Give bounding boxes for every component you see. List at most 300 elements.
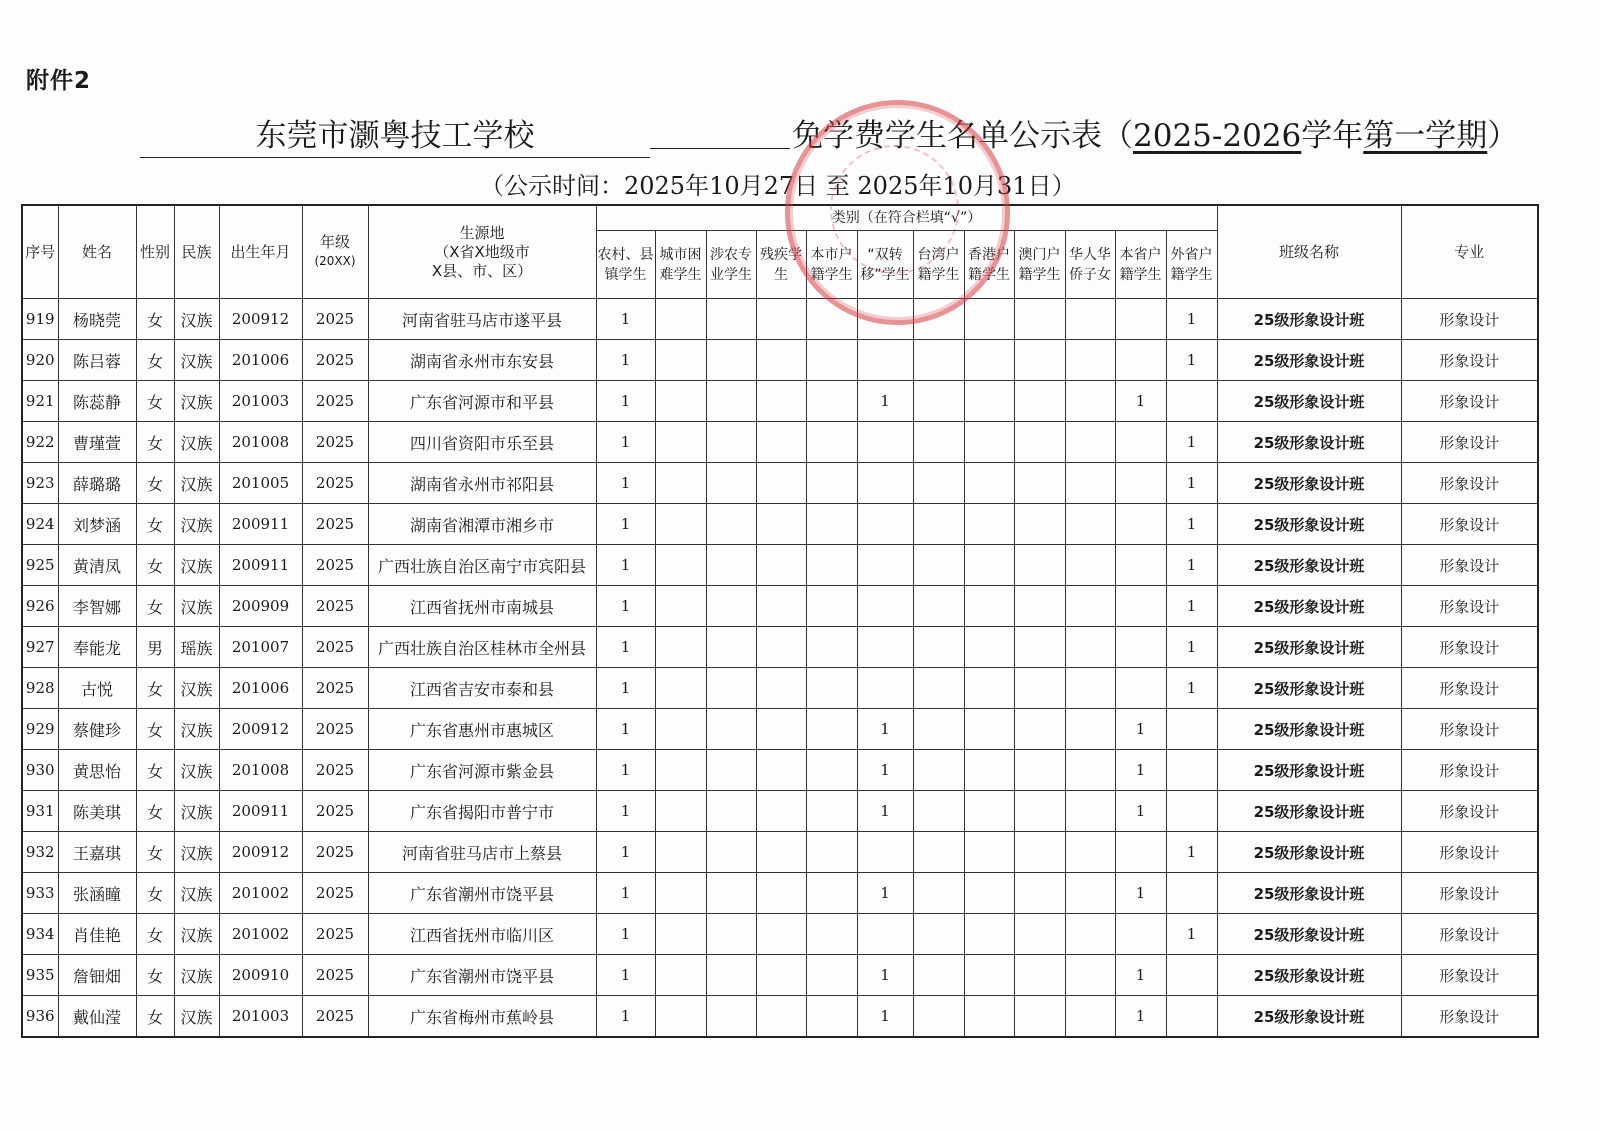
school-name: 东莞市灏粤技工学校 [140,110,650,158]
category-cell [1115,914,1166,955]
table-row [22,463,1538,504]
seq-cell: 934 [22,914,58,955]
name-cell: 张涵瞳 [58,873,136,914]
category-cell: 1 [857,955,913,996]
birth-cell: 201006 [219,340,302,381]
class-name-cell: 25级形象设计班 [1217,832,1401,873]
category-cell [1065,873,1115,914]
name-cell: 刘梦涵 [58,504,136,545]
ethnicity-cell: 汉族 [174,340,219,381]
category-cell: 1 [596,545,655,586]
academic-term: 第一学期 [1363,118,1488,154]
category-cell [806,914,857,955]
category-cell: 1 [1166,299,1217,340]
ethnicity-cell: 汉族 [174,832,219,873]
seq-cell: 924 [22,504,58,545]
header-ethnicity: 民族 [174,205,219,299]
gender-cell: 女 [136,422,174,463]
birth-cell: 200909 [219,586,302,627]
seq-cell: 935 [22,955,58,996]
category-cell: 1 [596,463,655,504]
table-row [22,955,1538,996]
category-cell [655,504,706,545]
origin-cell: 广东省河源市紫金县 [368,750,596,791]
category-cell: 1 [1115,709,1166,750]
birth-cell: 200911 [219,545,302,586]
gender-cell: 女 [136,709,174,750]
category-cell [806,668,857,709]
table-row [22,545,1538,586]
category-cell [706,709,756,750]
header-category: 澳门户籍学生 [1014,231,1065,299]
name-cell: 古悦 [58,668,136,709]
category-cell: 1 [596,627,655,668]
category-cell [706,832,756,873]
major-cell: 形象设计 [1401,750,1538,791]
title-rest [792,110,1518,155]
ethnicity-cell: 汉族 [174,504,219,545]
category-cell [756,750,806,791]
category-cell [964,299,1014,340]
class-name-cell: 25级形象设计班 [1217,996,1401,1038]
category-cell [756,299,806,340]
category-cell [706,627,756,668]
category-cell [756,627,806,668]
gender-cell: 女 [136,381,174,422]
category-cell: 1 [1115,791,1166,832]
category-cell [1166,996,1217,1038]
category-cell [964,996,1014,1038]
category-cell [913,463,964,504]
category-cell [913,340,964,381]
gender-cell: 女 [136,545,174,586]
category-cell [857,299,913,340]
origin-cell: 广东省揭阳市普宁市 [368,791,596,832]
gender-cell: 女 [136,340,174,381]
major-cell: 形象设计 [1401,299,1538,340]
publicity-period: （公示时间：2025年10月27日 至 2025年10月31日） [480,172,1076,200]
origin-cell: 河南省驻马店市上蔡县 [368,832,596,873]
grade-cell: 2025 [302,668,368,709]
category-cell [706,381,756,422]
gender-cell: 女 [136,791,174,832]
category-cell [756,422,806,463]
header-birth: 出生年月 [219,205,302,299]
document-title [140,110,1519,158]
category-cell [857,668,913,709]
category-cell [913,791,964,832]
category-cell [913,996,964,1038]
category-cell [1014,668,1065,709]
category-cell [655,750,706,791]
header-category: 外省户籍学生 [1166,231,1217,299]
class-name-cell: 25级形象设计班 [1217,340,1401,381]
category-cell [1065,996,1115,1038]
header-seq: 序号 [22,205,58,299]
category-cell [706,545,756,586]
category-cell [1065,463,1115,504]
category-cell [964,545,1014,586]
header-origin-line3: X县、市、区） [431,261,533,280]
header-grade-label: 年级 [319,233,350,251]
category-cell [706,463,756,504]
title-blank-underline [650,110,790,149]
category-cell [1065,299,1115,340]
birth-cell: 201003 [219,381,302,422]
category-cell [1065,791,1115,832]
header-category: 台湾户籍学生 [913,231,964,299]
category-cell [1115,627,1166,668]
category-cell [806,586,857,627]
ethnicity-cell: 汉族 [174,668,219,709]
category-cell [706,586,756,627]
table-row [22,914,1538,955]
category-cell [1166,381,1217,422]
category-cell [913,955,964,996]
ethnicity-cell: 汉族 [174,996,219,1038]
category-cell: 1 [1115,381,1166,422]
class-name-cell: 25级形象设计班 [1217,586,1401,627]
category-cell [964,627,1014,668]
category-cell [806,463,857,504]
category-cell: 1 [1166,545,1217,586]
name-cell: 薛璐璐 [58,463,136,504]
seq-cell: 933 [22,873,58,914]
category-cell [706,668,756,709]
ethnicity-cell: 汉族 [174,750,219,791]
category-cell [756,832,806,873]
category-cell [706,914,756,955]
category-cell [756,504,806,545]
category-cell [806,709,857,750]
ethnicity-cell: 汉族 [174,545,219,586]
major-cell: 形象设计 [1401,586,1538,627]
category-cell [1014,791,1065,832]
origin-cell: 广西壮族自治区桂林市全州县 [368,627,596,668]
category-cell [1115,586,1166,627]
grade-cell: 2025 [302,955,368,996]
name-cell: 李智娜 [58,586,136,627]
category-cell [806,545,857,586]
grade-cell: 2025 [302,750,368,791]
grade-cell: 2025 [302,996,368,1038]
major-cell: 形象设计 [1401,463,1538,504]
class-name-cell: 25级形象设计班 [1217,381,1401,422]
header-class-name: 班级名称 [1217,205,1401,299]
category-cell: 1 [1166,914,1217,955]
category-cell [655,832,706,873]
seq-cell: 928 [22,668,58,709]
category-cell: 1 [1166,832,1217,873]
category-cell: 1 [1166,340,1217,381]
category-cell [1065,832,1115,873]
header-gender: 性别 [136,205,174,299]
major-cell: 形象设计 [1401,668,1538,709]
table-row [22,750,1538,791]
grade-cell: 2025 [302,791,368,832]
category-cell [857,627,913,668]
seq-cell: 921 [22,381,58,422]
category-cell [655,709,706,750]
category-cell [1065,422,1115,463]
class-name-cell: 25级形象设计班 [1217,709,1401,750]
category-cell [964,873,1014,914]
birth-cell: 200911 [219,791,302,832]
major-cell: 形象设计 [1401,791,1538,832]
category-cell [964,955,1014,996]
grade-cell: 2025 [302,340,368,381]
gender-cell: 女 [136,504,174,545]
category-cell [756,709,806,750]
header-category: 残疾学生 [756,231,806,299]
category-cell: 1 [596,381,655,422]
origin-cell: 湖南省永州市祁阳县 [368,463,596,504]
seq-cell: 936 [22,996,58,1038]
category-cell [756,463,806,504]
category-cell: 1 [596,791,655,832]
category-cell [857,586,913,627]
category-cell: 1 [1166,463,1217,504]
category-cell [1014,873,1065,914]
category-cell [1115,832,1166,873]
table-row [22,504,1538,545]
ethnicity-cell: 汉族 [174,709,219,750]
category-cell [806,996,857,1038]
class-name-cell: 25级形象设计班 [1217,422,1401,463]
seq-cell: 931 [22,791,58,832]
birth-cell: 200912 [219,832,302,873]
category-cell [706,422,756,463]
major-cell: 形象设计 [1401,545,1538,586]
category-cell: 1 [857,709,913,750]
grade-cell: 2025 [302,422,368,463]
category-cell [1166,709,1217,750]
category-cell [655,955,706,996]
grade-cell: 2025 [302,545,368,586]
origin-cell: 江西省抚州市南城县 [368,586,596,627]
category-cell: 1 [857,996,913,1038]
category-cell [756,586,806,627]
seq-cell: 919 [22,299,58,340]
category-cell [1014,463,1065,504]
category-cell [913,832,964,873]
category-cell [1014,381,1065,422]
category-cell: 1 [857,750,913,791]
ethnicity-cell: 瑶族 [174,627,219,668]
category-cell [1014,832,1065,873]
category-cell: 1 [596,832,655,873]
header-name: 姓名 [58,205,136,299]
name-cell: 蔡健珍 [58,709,136,750]
category-cell [1014,586,1065,627]
category-cell [913,627,964,668]
category-cell [913,504,964,545]
category-cell: 1 [857,381,913,422]
category-cell: 1 [857,791,913,832]
category-cell: 1 [596,750,655,791]
major-cell: 形象设计 [1401,709,1538,750]
category-cell [1014,545,1065,586]
origin-cell: 广东省河源市和平县 [368,381,596,422]
grade-cell: 2025 [302,463,368,504]
category-cell [655,914,706,955]
category-cell [913,545,964,586]
gender-cell: 女 [136,996,174,1038]
category-cell [913,381,964,422]
category-cell [655,873,706,914]
origin-cell: 广东省梅州市蕉岭县 [368,996,596,1038]
category-cell [806,381,857,422]
gender-cell: 男 [136,627,174,668]
origin-cell: 湖南省永州市东安县 [368,340,596,381]
category-cell: 1 [1115,955,1166,996]
category-cell [1166,791,1217,832]
major-cell: 形象设计 [1401,422,1538,463]
category-cell [706,504,756,545]
category-cell [756,996,806,1038]
birth-cell: 200910 [219,955,302,996]
category-cell [1065,340,1115,381]
seq-cell: 920 [22,340,58,381]
category-cell [655,545,706,586]
birth-cell: 201002 [219,914,302,955]
name-cell: 曹瑾萱 [58,422,136,463]
category-cell [655,463,706,504]
birth-cell: 201003 [219,996,302,1038]
category-cell: 1 [596,504,655,545]
seq-cell: 922 [22,422,58,463]
category-cell: 1 [596,340,655,381]
name-cell: 奉能龙 [58,627,136,668]
category-cell [655,627,706,668]
seq-cell: 932 [22,832,58,873]
category-cell: 1 [596,586,655,627]
category-cell: 1 [596,422,655,463]
category-cell [655,422,706,463]
category-cell [1065,750,1115,791]
ethnicity-cell: 汉族 [174,873,219,914]
category-cell [1065,668,1115,709]
class-name-cell: 25级形象设计班 [1217,791,1401,832]
category-cell [913,709,964,750]
name-cell: 肖佳艳 [58,914,136,955]
gender-cell: 女 [136,914,174,955]
category-cell [857,545,913,586]
category-cell [706,955,756,996]
major-cell: 形象设计 [1401,627,1538,668]
seq-cell: 925 [22,545,58,586]
category-cell [1115,545,1166,586]
category-cell [964,586,1014,627]
category-cell [964,381,1014,422]
category-cell [1065,586,1115,627]
category-cell: 1 [1166,504,1217,545]
class-name-cell: 25级形象设计班 [1217,955,1401,996]
gender-cell: 女 [136,668,174,709]
category-cell: 1 [1115,996,1166,1038]
table-row [22,299,1538,340]
category-cell [964,340,1014,381]
birth-cell: 201008 [219,422,302,463]
category-cell [806,299,857,340]
table-row [22,586,1538,627]
category-cell [806,955,857,996]
category-cell: 1 [596,709,655,750]
category-cell [806,627,857,668]
major-cell: 形象设计 [1401,340,1538,381]
seq-cell: 930 [22,750,58,791]
origin-cell: 江西省抚州市临川区 [368,914,596,955]
grade-cell: 2025 [302,586,368,627]
category-cell [857,422,913,463]
class-name-cell: 25级形象设计班 [1217,463,1401,504]
name-cell: 黄清凤 [58,545,136,586]
category-cell [806,832,857,873]
category-cell: 1 [596,668,655,709]
header-category: 涉农专业学生 [706,231,756,299]
birth-cell: 201006 [219,668,302,709]
major-cell: 形象设计 [1401,914,1538,955]
category-cell: 1 [1166,627,1217,668]
category-cell [1014,955,1065,996]
category-cell [964,791,1014,832]
gender-cell: 女 [136,832,174,873]
category-cell [857,340,913,381]
origin-cell: 湖南省湘潭市湘乡市 [368,504,596,545]
grade-cell: 2025 [302,299,368,340]
category-cell [655,791,706,832]
header-grade-note: (20XX) [314,254,356,268]
category-cell [1166,750,1217,791]
class-name-cell: 25级形象设计班 [1217,627,1401,668]
category-cell [806,873,857,914]
category-cell [857,504,913,545]
category-cell [1014,340,1065,381]
category-cell [964,709,1014,750]
category-cell [1115,422,1166,463]
ethnicity-cell: 汉族 [174,791,219,832]
category-cell: 1 [596,914,655,955]
table-body [22,299,1538,1038]
major-cell: 形象设计 [1401,832,1538,873]
category-cell [913,668,964,709]
origin-cell: 广东省惠州市惠城区 [368,709,596,750]
title-text-main: 免学费学生名单公示表（ [792,118,1133,154]
birth-cell: 201005 [219,463,302,504]
name-cell: 陈蕊静 [58,381,136,422]
header-category: 本省户籍学生 [1115,231,1166,299]
class-name-cell: 25级形象设计班 [1217,504,1401,545]
category-cell [756,873,806,914]
category-cell: 1 [1166,422,1217,463]
category-cell [756,340,806,381]
category-cell [806,422,857,463]
seq-cell: 923 [22,463,58,504]
category-cell [1065,545,1115,586]
class-name-cell: 25级形象设计班 [1217,914,1401,955]
ethnicity-cell: 汉族 [174,463,219,504]
category-cell [655,586,706,627]
ethnicity-cell: 汉族 [174,914,219,955]
title-text-term-prefix: 学年 [1301,118,1364,154]
class-name-cell: 25级形象设计班 [1217,668,1401,709]
header-category: 香港户籍学生 [964,231,1014,299]
birth-cell: 201002 [219,873,302,914]
category-cell: 1 [596,873,655,914]
category-cell [964,750,1014,791]
major-cell: 形象设计 [1401,955,1538,996]
category-cell: 1 [596,299,655,340]
